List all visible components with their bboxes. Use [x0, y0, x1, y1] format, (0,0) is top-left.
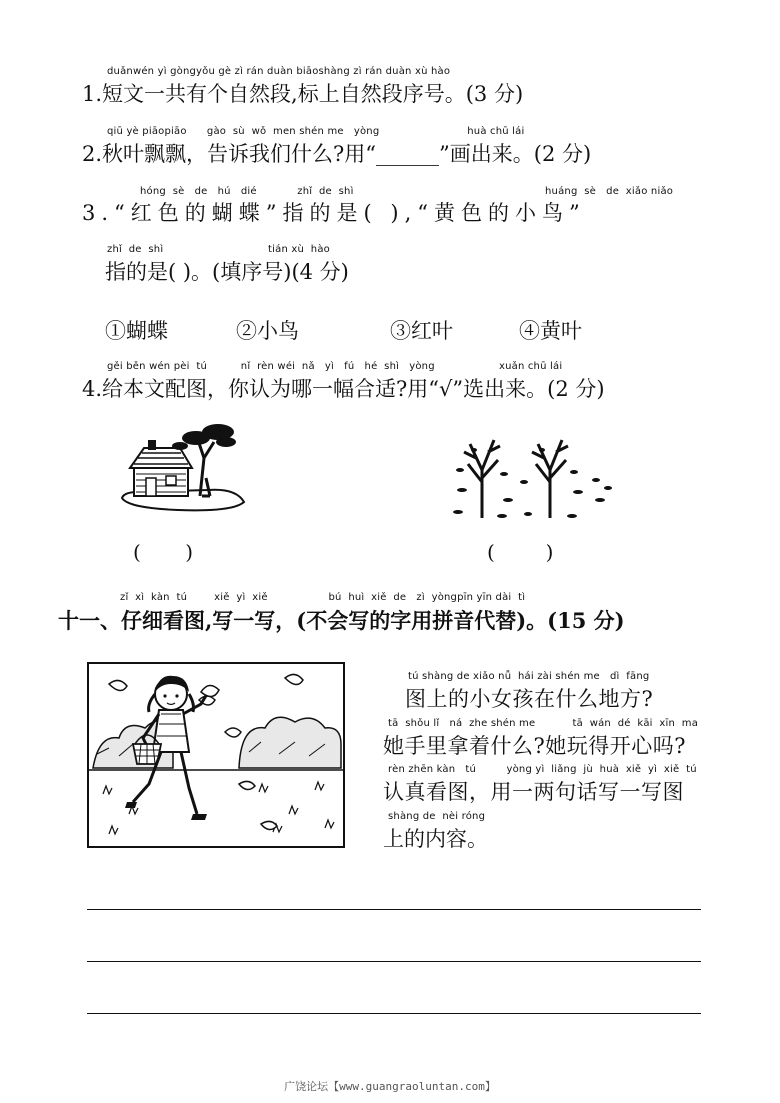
q1-pinyin: duǎnwén yì gòngyǒu gè zì rán duàn biāoshàng zì rán duàn xù hào: [107, 66, 451, 77]
q1-text: 1.短文一共有个自然段,标上自然段序号。(3 分): [82, 82, 524, 106]
prompt-line-1: 图上的小女孩在什么地方?: [405, 687, 654, 711]
autumn-trees-picture: [450, 430, 620, 522]
q3-pinyin-line1b: huáng sè de xiǎo niǎo: [545, 186, 674, 197]
q3-pinyin-line2: zhǐ de shì tián xù hào: [107, 244, 330, 255]
section11-title: 十一、仔细看图,写一写，(不会写的字用拼音代替)。(15 分): [58, 608, 625, 633]
prompt-pinyin-1: tú shàng de xiǎo nǚ hái zài shén me dì fāng: [408, 671, 650, 682]
writing-line-2[interactable]: [87, 961, 701, 962]
q3-pinyin-line1: hóng sè de hú dié zhǐ de shì: [140, 186, 354, 197]
girl-picture-frame: [87, 662, 345, 848]
writing-line-3[interactable]: [87, 1013, 701, 1014]
prompt-line-4: 上的内容。: [383, 827, 488, 851]
q2-text: 2.秋叶飘飘，告诉我们什么?用“______”画出来。(2 分): [82, 142, 592, 166]
writing-line-1[interactable]: [87, 909, 701, 910]
q3-option-4: ④黄叶: [519, 319, 582, 343]
q3-option-3: ③红叶: [390, 319, 453, 343]
q3-option-1: ①蝴蝶: [105, 319, 168, 343]
prompt-pinyin-2: tā shǒu lǐ ná zhe shén me tā wán dé kāi xīn ma: [388, 718, 699, 729]
q2-pinyin: qiū yè piāopiāo gào sù wǒ men shén me yòng huà chū lái: [107, 126, 525, 137]
prompt-pinyin-3: rèn zhēn kàn tú yòng yì liǎng jù huà xiě yì xiě tú: [388, 764, 697, 775]
q4-pinyin: gěi běn wén pèi tú nǐ rèn wéi nǎ yì fú hé shì yòng xuǎn chū lái: [107, 361, 563, 372]
q3-text-line2: 指的是( )。(填序号)(4 分): [105, 260, 349, 284]
section11-pinyin: zǐ xì kàn tú xiě yì xiě bú huì xiě de zì yòngpīn yīn dài tì: [120, 592, 526, 603]
prompt-pinyin-4: shàng de nèi róng: [388, 811, 486, 822]
house-tree-picture: [118, 418, 248, 516]
girl-with-basket-picture: [89, 664, 343, 846]
q3-text-line1: 3.“红色的蝴蝶”指的是( ),“黄色的小鸟”: [82, 201, 586, 225]
prompt-line-3: 认真看图，用一两句话写一写图: [383, 780, 684, 804]
q4-text: 4.给本文配图，你认为哪一幅合适?用“√”选出来。(2 分): [82, 377, 605, 401]
footer-watermark: 广饶论坛【www.guangraoluntan.com】: [284, 1080, 496, 1093]
q4-answer-left[interactable]: ( ): [133, 540, 194, 564]
q4-answer-right[interactable]: ( ): [487, 540, 554, 564]
q3-option-2: ②小鸟: [236, 319, 299, 343]
prompt-line-2: 她手里拿着什么?她玩得开心吗?: [383, 734, 687, 758]
